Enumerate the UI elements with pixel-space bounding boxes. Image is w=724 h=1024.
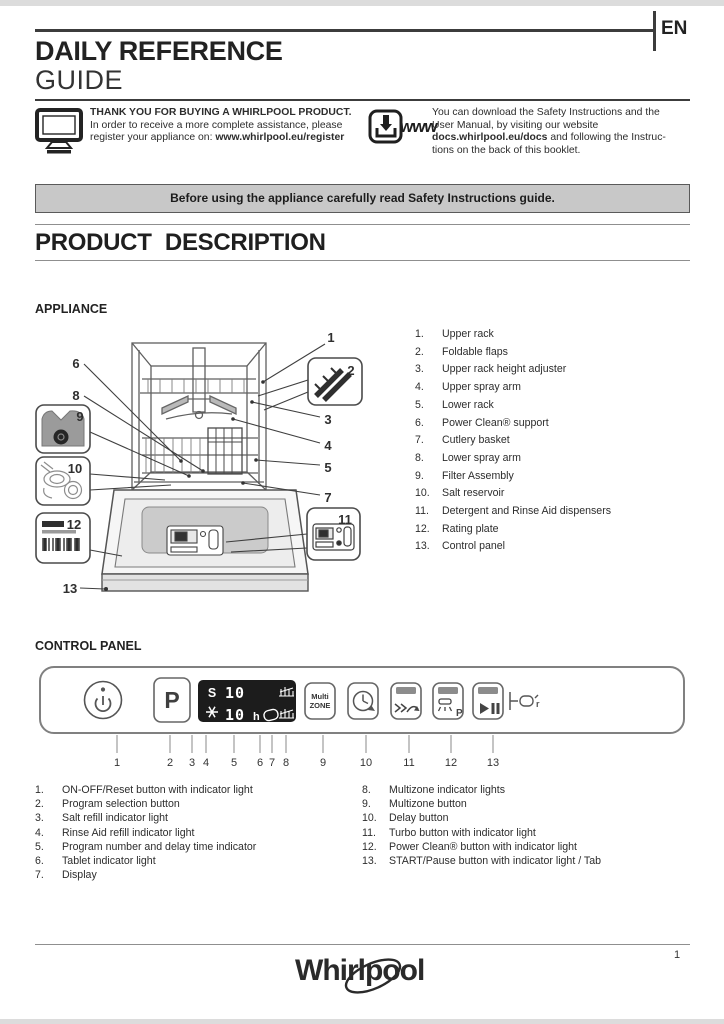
monitor-icon <box>34 107 84 155</box>
item-num: 8. <box>362 784 371 796</box>
list-item <box>415 432 705 450</box>
dishwasher-door <box>102 490 308 591</box>
item-num: 2. <box>415 345 424 358</box>
list-item <box>362 854 697 868</box>
scan-edge-top <box>0 0 724 6</box>
program-button-label: P <box>164 687 180 713</box>
panel-callout-10: 10 <box>359 757 373 769</box>
item-num: 6. <box>415 416 424 429</box>
panel-callout-9: 9 <box>319 757 327 769</box>
panel-callout-7: 7 <box>268 757 276 769</box>
start-pause-button <box>473 683 503 719</box>
www-label: www <box>399 117 438 136</box>
program-button <box>154 678 190 722</box>
panel-leader-lines <box>117 735 493 753</box>
item-label: Foldable flaps <box>442 345 508 358</box>
docs-url: docs.whirlpool.eu/docs <box>432 132 548 143</box>
item-num: 7. <box>35 869 44 882</box>
item-label: Power Clean® button with indicator light <box>389 840 577 853</box>
item-num: 13. <box>415 540 430 553</box>
callout-1: 1 <box>327 330 335 345</box>
item-label: Tablet indicator light <box>62 855 156 868</box>
callout-3: 3 <box>324 412 332 427</box>
list-item <box>415 397 705 415</box>
item-label: Program number and delay time indicator <box>62 840 257 853</box>
multizone-label-2: ZONE <box>309 701 331 710</box>
download-block <box>432 107 694 157</box>
control-panel-diagram <box>32 663 692 773</box>
item-num: 6. <box>35 855 44 868</box>
item-label: START/Pause button with indicator light / Tab <box>389 855 601 868</box>
whirlpool-logo <box>293 946 453 996</box>
start-indicator-light <box>478 687 498 694</box>
powerclean-indicator-light <box>438 687 458 694</box>
list-item <box>362 826 697 840</box>
language-badge: EN <box>661 18 688 39</box>
section-rule-top <box>35 224 690 225</box>
panel-callout-12: 12 <box>444 757 458 769</box>
item-num: 4. <box>415 381 424 394</box>
list-item <box>415 468 705 486</box>
appliance-diagram <box>30 322 405 614</box>
list-item <box>415 361 705 379</box>
thank-you-heading: THANK YOU FOR BUYING A WHIRLPOOL PRODUCT. <box>90 107 352 118</box>
panel-callout-numbers <box>114 757 499 769</box>
list-item <box>35 811 357 825</box>
list-item <box>415 344 705 362</box>
panel-callout-3: 3 <box>188 757 196 769</box>
list-item <box>415 326 705 344</box>
panel-callout-13: 13 <box>486 757 500 769</box>
item-label: Salt reservoir <box>442 487 505 500</box>
list-item <box>35 854 357 868</box>
page-number: 1 <box>674 949 681 961</box>
item-label: Upper rack <box>442 328 494 340</box>
panel-callout-5: 5 <box>230 757 238 769</box>
powerclean-p-label: P <box>456 708 463 719</box>
panel-callout-11: 11 <box>403 757 415 769</box>
item-label: Upper rack height adjuster <box>442 363 567 376</box>
item-label: Rinse Aid refill indicator light <box>62 826 195 839</box>
list-item <box>415 415 705 433</box>
power-button <box>85 682 122 719</box>
item-label: Filter Assembly <box>442 469 514 482</box>
callout-11: 11 <box>338 512 352 527</box>
appliance-legend <box>415 326 705 556</box>
item-label: Salt refill indicator light <box>62 812 168 825</box>
tab-r-label: r <box>536 699 540 709</box>
item-num: 5. <box>35 840 44 853</box>
item-label: Multizone button <box>389 798 467 811</box>
item-label: Multizone indicator lights <box>389 784 505 796</box>
item-num: 7. <box>415 434 424 447</box>
item-label: Turbo button with indicator light <box>389 826 536 839</box>
section-title-product-description: PRODUCT DESCRIPTION <box>35 229 326 256</box>
list-item <box>362 811 697 825</box>
item-label: Power Clean® support <box>442 416 549 429</box>
item-label: Upper spray arm <box>442 381 521 394</box>
panel-callout-8: 8 <box>282 757 290 769</box>
program-number-top: 10 <box>225 684 246 702</box>
display <box>198 680 296 724</box>
callout-2: 2 <box>347 363 355 378</box>
list-item <box>362 797 697 811</box>
download-line4: tions on the back of this booklet. <box>432 144 581 156</box>
item-label: Lower spray arm <box>442 451 521 464</box>
callout-6: 6 <box>72 356 80 371</box>
doc-title-line1: DAILY REFERENCE <box>35 36 283 66</box>
list-item <box>362 840 697 854</box>
item-num: 10. <box>415 487 430 500</box>
item-num: 10. <box>362 812 377 825</box>
item-num: 13. <box>362 855 377 868</box>
item-label: ON-OFF/Reset button with indicator light <box>62 784 253 796</box>
item-label: Lower rack <box>442 398 494 411</box>
subsection-appliance: APPLIANCE <box>35 302 108 316</box>
item-label: Display <box>62 869 97 882</box>
en-tick <box>653 11 656 51</box>
thank-you-line1: In order to receive a more complete assistance, please <box>90 119 343 131</box>
doc-title-line2: GUIDE <box>35 65 124 95</box>
door-dispenser-drawing <box>167 526 223 555</box>
program-number-bottom: 10 <box>225 706 246 724</box>
list-item <box>35 868 357 882</box>
title-rule <box>35 99 690 101</box>
item-num: 11. <box>362 826 376 839</box>
list-item <box>415 521 705 539</box>
item-label: Rating plate <box>442 522 499 535</box>
panel-callout-4: 4 <box>202 757 210 769</box>
thank-you-line2 <box>90 132 380 145</box>
item-label: Detergent and Rinse Aid dispensers <box>442 505 612 518</box>
section-rule-bottom <box>35 260 690 261</box>
download-line3 <box>432 132 694 145</box>
turbo-indicator-light <box>396 687 416 694</box>
item-num: 8. <box>415 451 424 464</box>
list-item <box>415 379 705 397</box>
multizone-button <box>305 683 335 719</box>
delay-hour-label: h <box>253 711 260 723</box>
item-num: 9. <box>362 798 371 811</box>
callout-4: 4 <box>324 438 332 453</box>
register-prefix: register your appliance on: <box>90 132 216 143</box>
item-num: 3. <box>415 363 424 376</box>
brand-wordmark: Whirlpool <box>295 954 425 987</box>
salt-indicator: S <box>207 686 217 700</box>
callout-9: 9 <box>76 409 84 424</box>
download-line3-suffix: and following the Instruc- <box>547 132 666 143</box>
item-num: 9. <box>415 469 424 482</box>
callout-10: 10 <box>67 461 83 476</box>
item-num: 4. <box>35 826 44 839</box>
header-rule <box>35 29 654 32</box>
list-item <box>415 450 705 468</box>
footer-rule <box>35 944 690 945</box>
multizone-label-1: Multi <box>311 692 329 701</box>
download-line1: You can download the Safety Instructions and the <box>432 107 660 118</box>
panel-callout-6: 6 <box>256 757 264 769</box>
item-num: 3. <box>35 812 44 825</box>
turbo-button <box>391 683 421 719</box>
register-url: www.whirlpool.eu/register <box>215 132 345 143</box>
item-num: 2. <box>35 798 44 811</box>
item-num: 5. <box>415 398 424 411</box>
callout-13: 13 <box>62 581 78 596</box>
item-label: Program selection button <box>62 798 180 811</box>
list-item <box>362 783 697 797</box>
delay-button <box>348 683 378 719</box>
callout-8: 8 <box>72 388 80 403</box>
item-label: Control panel <box>442 540 506 553</box>
list-item <box>35 783 357 797</box>
item-label: Cutlery basket <box>442 434 510 447</box>
subsection-control-panel: CONTROL PANEL <box>35 639 142 653</box>
panel-callout-2: 2 <box>166 757 174 769</box>
power-indicator-dot <box>101 687 105 691</box>
item-num: 12. <box>362 840 377 853</box>
panel-callout-1: 1 <box>113 757 121 769</box>
item-num: 12. <box>415 522 430 535</box>
control-legend-right <box>362 783 697 868</box>
list-item <box>415 503 705 521</box>
list-item <box>35 797 357 811</box>
control-legend-left <box>35 783 357 882</box>
list-item <box>35 826 357 840</box>
download-icon <box>368 109 404 145</box>
list-item <box>415 485 705 503</box>
callout-7: 7 <box>324 490 332 505</box>
list-item <box>35 840 357 854</box>
thank-you-block <box>90 107 380 145</box>
callout-5: 5 <box>324 460 332 475</box>
powerclean-button <box>433 683 463 719</box>
item-num: 1. <box>35 784 44 796</box>
item-label: Delay button <box>389 812 449 825</box>
list-item <box>415 538 705 556</box>
item-num: 1. <box>415 328 424 340</box>
safety-notice-banner: Before using the appliance carefully read Safety Instructions guide. <box>35 184 690 213</box>
callout-12: 12 <box>66 517 82 532</box>
item-num: 11. <box>415 505 429 518</box>
scan-edge-bottom <box>0 1019 724 1024</box>
download-line2: User Manual, by visiting our website <box>432 119 599 131</box>
